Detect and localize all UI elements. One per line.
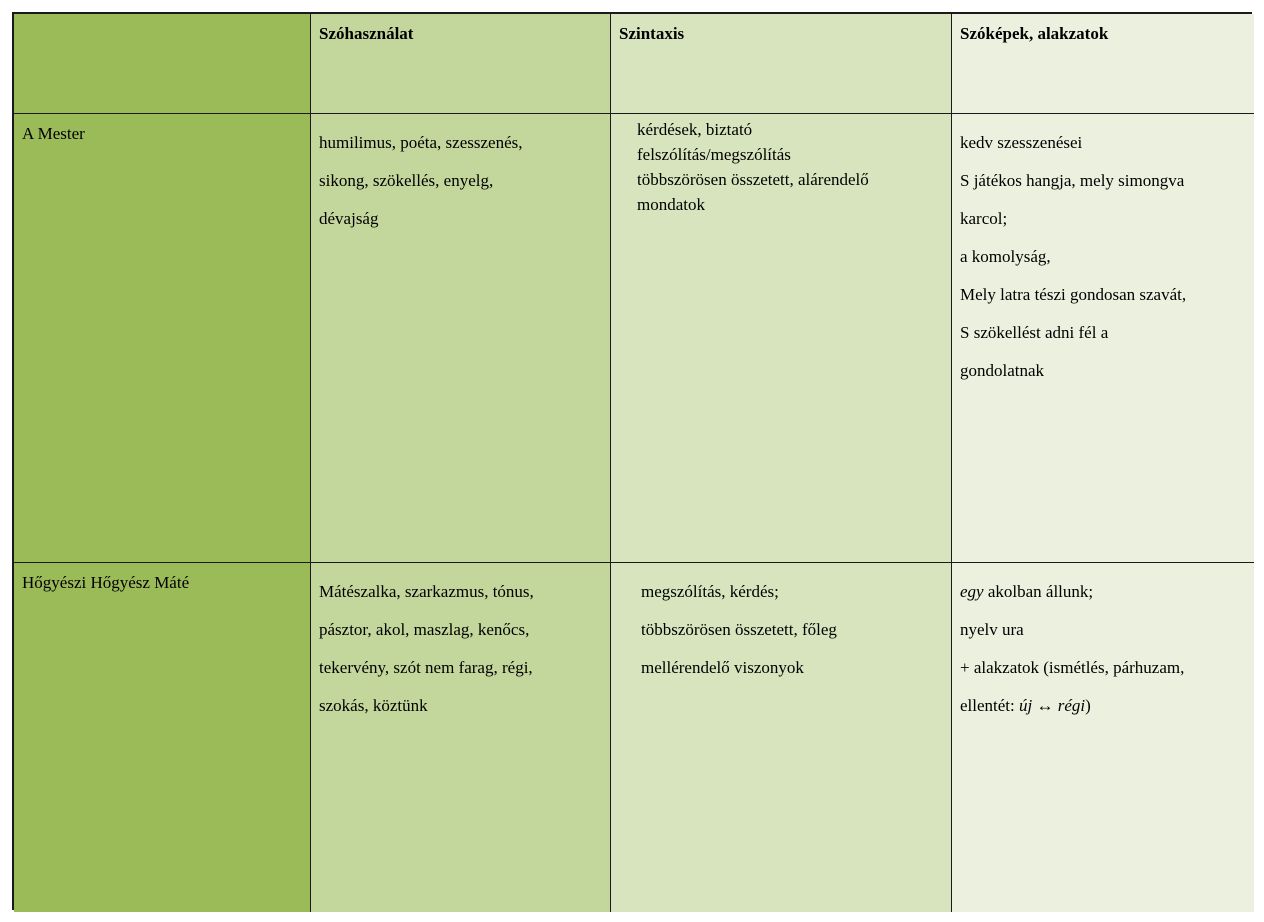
cell-line: felszólítás/megszólítás <box>637 145 791 164</box>
header-cell-szohasznalat <box>311 14 611 114</box>
column-header-szohasznalat: Szóhasználat <box>319 24 414 43</box>
cell-text <box>311 114 610 238</box>
line-text: akolban állunk; <box>983 582 1094 601</box>
cell-line: mondatok <box>637 195 705 214</box>
cell-text <box>952 114 1254 390</box>
header-cell-szintaxis <box>611 14 952 114</box>
cell-line <box>960 687 1244 725</box>
cell-line: S játékos hangja, mely simongva <box>960 171 1185 190</box>
cell-line: megszólítás, kérdés; <box>641 582 779 601</box>
row-label-cell <box>14 563 311 912</box>
cell-line: + alakzatok (ismétlés, párhuzam, <box>960 658 1185 677</box>
cell-line: nyelv ura <box>960 620 1024 639</box>
row-cell-szohasznalat <box>311 563 611 912</box>
cell-line: Mely latra tészi gondosan szavát, <box>960 285 1187 304</box>
cell-line: többszörösen összetett, alárendelő <box>637 170 869 189</box>
cell-text <box>611 563 951 687</box>
row-cell-szintaxis <box>611 563 952 912</box>
cell-line: szokás, köztünk <box>319 696 428 715</box>
cell-text <box>311 563 610 725</box>
row-cell-szintaxis <box>611 114 952 563</box>
cell-line: mellérendelő viszonyok <box>641 658 804 677</box>
line-text: ) <box>1085 696 1091 715</box>
cell-line <box>960 573 1244 611</box>
row-label: Hőgyészi Hőgyész Máté <box>22 573 190 592</box>
cell-line: többszörösen összetett, főleg <box>641 620 837 639</box>
cell-line: gondolatnak <box>960 361 1045 380</box>
cell-line: karcol; <box>960 209 1008 228</box>
cell-line: kérdések, biztató <box>637 120 753 139</box>
cell-line: kedv szesszenései <box>960 133 1083 152</box>
cell-text <box>952 563 1254 725</box>
column-header-szokepek: Szóképek, alakzatok <box>960 24 1109 43</box>
header-corner-cell <box>14 14 311 114</box>
comparison-table <box>12 12 1252 910</box>
italic-word: új <box>1019 696 1033 715</box>
row-cell-szohasznalat <box>311 114 611 563</box>
row-cell-szokepek <box>952 563 1254 912</box>
row-label: A Mester <box>22 124 85 143</box>
cell-line: S szökellést adni fél a <box>960 323 1109 342</box>
line-text: ellentét: <box>960 696 1020 715</box>
cell-line: sikong, szökellés, enyelg, <box>319 171 494 190</box>
arrow-symbol: ↔ <box>1032 696 1058 715</box>
cell-text <box>611 114 951 217</box>
cell-line: dévajság <box>319 209 379 228</box>
cell-line: tekervény, szót nem farag, régi, <box>319 658 533 677</box>
italic-word: egy <box>960 582 984 601</box>
cell-line: a komolyság, <box>960 247 1051 266</box>
row-cell-szokepek <box>952 114 1254 563</box>
header-cell-szokepek <box>952 14 1254 114</box>
cell-line: Mátészalka, szarkazmus, tónus, <box>319 582 534 601</box>
row-label-cell <box>14 114 311 563</box>
column-header-szintaxis: Szintaxis <box>619 24 685 43</box>
cell-line: humilimus, poéta, szesszenés, <box>319 133 523 152</box>
cell-line: pásztor, akol, maszlag, kenőcs, <box>319 620 530 639</box>
italic-word: régi <box>1057 696 1086 715</box>
